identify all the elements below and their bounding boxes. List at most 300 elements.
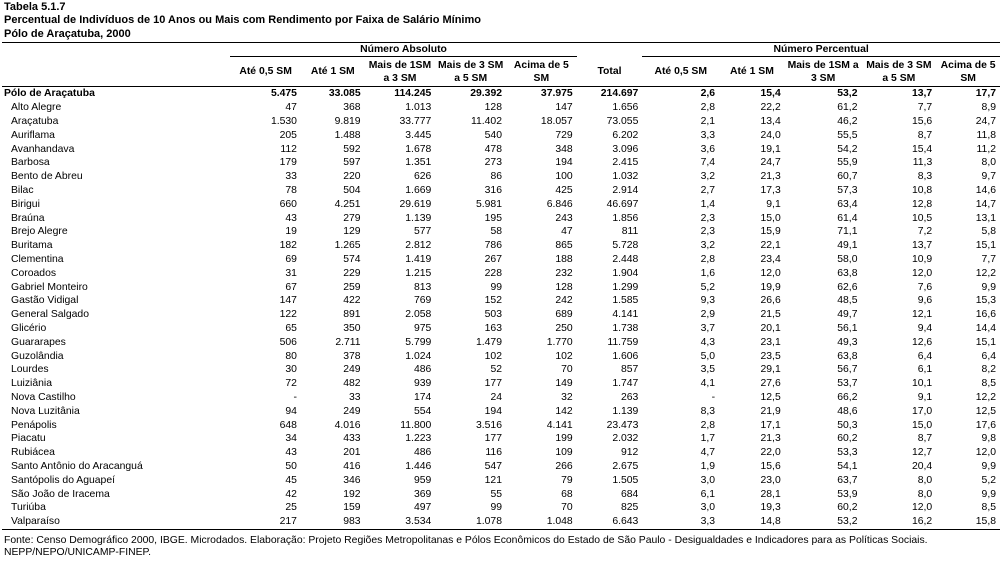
cell: 149	[555, 378, 573, 390]
cell: 3.096	[612, 143, 639, 155]
cell: 416	[343, 460, 361, 472]
cell: 3,5	[700, 364, 716, 376]
cell: 20,4	[911, 460, 933, 472]
cell: 66,2	[837, 391, 858, 403]
cell: 19	[285, 226, 297, 238]
cell: 684	[621, 488, 639, 500]
cell: 626	[413, 171, 432, 183]
table-title: Percentual de Indivíduos de 10 Anos ou Mais com Rendimento por Faixa de Salário Mínimo	[4, 14, 481, 26]
row-name: Bento de Abreu	[11, 171, 83, 183]
cell: 29.619	[399, 198, 432, 210]
cell: 232	[555, 267, 573, 279]
cell: 86	[490, 171, 502, 183]
cell: 1.223	[405, 433, 432, 445]
cell: 5,8	[981, 226, 996, 238]
cell: 983	[301, 515, 365, 529]
cell: 15,1	[975, 336, 996, 348]
cell: 497	[413, 502, 432, 514]
cell: 102	[484, 350, 502, 362]
cell: 1.078	[435, 515, 506, 529]
cell: 3,3	[700, 129, 716, 141]
group-header-absolute: Número Absoluto	[230, 43, 576, 57]
cell: 53,7	[837, 378, 858, 390]
cell: 62,6	[837, 281, 858, 293]
cell: 67	[285, 281, 297, 293]
cell: 18.057	[540, 115, 573, 127]
cell: 49,7	[837, 309, 858, 321]
cell: 17,7	[975, 88, 996, 100]
cell: 8,0	[917, 474, 933, 486]
cell: 26,6	[760, 295, 781, 307]
cell: 194	[555, 157, 573, 169]
cell: 60,2	[837, 433, 858, 445]
table-number: Tabela 5.1.7	[4, 1, 66, 13]
cell: 5.799	[405, 336, 432, 348]
cell: 2,8	[700, 253, 716, 265]
cell: 4.141	[546, 419, 573, 431]
cell: 22,0	[760, 447, 781, 459]
cell: 12,5	[760, 391, 781, 403]
cell: 547	[484, 460, 502, 472]
cell: 53,2	[785, 515, 862, 529]
cell: 12,7	[911, 447, 933, 459]
row-name: Penápolis	[11, 419, 57, 431]
table-row	[2, 377, 1000, 391]
cell: 503	[484, 309, 502, 321]
row-name: Valparaíso	[2, 515, 230, 529]
cell: 99	[490, 502, 502, 514]
cell: 15,1	[975, 240, 996, 252]
row-name: Birigui	[11, 198, 40, 210]
cell: 243	[555, 212, 573, 224]
column-header: Mais de 3 SM a 5 SM	[861, 57, 936, 87]
cell: 13,1	[975, 212, 996, 224]
table-row	[2, 170, 1000, 184]
cell: 21,9	[760, 405, 781, 417]
cell: 9,9	[981, 281, 996, 293]
cell: 1.419	[405, 253, 432, 265]
cell: 2,8	[700, 419, 716, 431]
cell: 220	[343, 171, 361, 183]
cell: 22,2	[760, 102, 781, 114]
cell: 504	[343, 184, 361, 196]
cell: 12,5	[975, 405, 996, 417]
cell: 99	[490, 281, 502, 293]
cell: 8,5	[981, 502, 996, 514]
cell: 15,4	[760, 88, 781, 100]
cell: 159	[343, 502, 361, 514]
table-row	[2, 418, 1000, 432]
cell: 3,3	[642, 515, 719, 529]
cell: 15,0	[760, 212, 781, 224]
cell: 152	[484, 295, 502, 307]
cell: 425	[555, 184, 573, 196]
cell: 46.697	[606, 198, 639, 210]
cell: 8,2	[981, 364, 996, 376]
table-row	[2, 184, 1000, 198]
cell: 2.032	[612, 433, 639, 445]
cell: 12,2	[975, 267, 996, 279]
cell: 369	[413, 488, 432, 500]
cell: 70	[561, 364, 573, 376]
cell: 11.402	[470, 115, 502, 127]
cell: 1.856	[612, 212, 639, 224]
cell: 63,8	[837, 267, 858, 279]
cell: 811	[621, 226, 639, 238]
cell: 8,0	[981, 157, 996, 169]
cell: 19,3	[760, 502, 781, 514]
cell: 33	[285, 171, 297, 183]
cell: 378	[343, 350, 361, 362]
cell: 27,6	[760, 378, 781, 390]
cell: 80	[285, 350, 297, 362]
cell: 12,1	[911, 309, 933, 321]
cell: 58,0	[837, 253, 858, 265]
cell: 50,3	[837, 419, 858, 431]
cell: 201	[343, 447, 361, 459]
cell: 1.669	[405, 184, 432, 196]
source-line-1: Fonte: Censo Demográfico 2000, IBGE. Microdados. Elaboração: Projeto Regiões Metropolitanas e Pólos Econômicos do Estado de São Paulo - Desigualdades e Indicadores para as Políticas Sociais.	[4, 535, 928, 546]
column-header: Até 1 SM	[301, 57, 365, 87]
cell: 249	[343, 405, 361, 417]
cell: 2,8	[700, 102, 716, 114]
cell: 205	[279, 129, 297, 141]
cell: 346	[343, 474, 361, 486]
cell: 55,9	[837, 157, 858, 169]
cell: 53,2	[837, 88, 858, 100]
cell: 660	[279, 198, 297, 210]
row-name: Rubiácea	[11, 447, 55, 459]
cell: 825	[621, 502, 639, 514]
cell: 1,6	[700, 267, 716, 279]
cell: 53,3	[837, 447, 858, 459]
cell: 8,5	[981, 378, 996, 390]
cell: 486	[413, 364, 432, 376]
cell: 689	[555, 309, 573, 321]
cell: 8,0	[917, 488, 933, 500]
cell: 7,7	[917, 102, 933, 114]
cell: 5,2	[700, 281, 716, 293]
cell: 71,1	[837, 226, 858, 238]
cell: 857	[621, 364, 639, 376]
cell: 3,6	[700, 143, 716, 155]
cell: 5,0	[700, 350, 716, 362]
cell: 63,7	[837, 474, 858, 486]
table-row	[2, 294, 1000, 308]
cell: 177	[484, 433, 502, 445]
cell: 540	[484, 129, 502, 141]
cell: 15,3	[975, 295, 996, 307]
cell: 43	[285, 447, 297, 459]
cell: 188	[555, 253, 573, 265]
cell: 1.024	[405, 350, 432, 362]
cell: 648	[279, 419, 297, 431]
cell: 1,9	[700, 460, 716, 472]
table-row	[2, 391, 1000, 405]
row-name: Avanhandava	[11, 143, 75, 155]
cell: 1.265	[334, 240, 361, 252]
header-blank	[2, 43, 230, 57]
cell: 786	[484, 240, 502, 252]
table-subtitle: Pólo de Araçatuba, 2000	[4, 28, 131, 40]
cell: 19,9	[760, 281, 781, 293]
cell: 1.606	[612, 350, 639, 362]
table-row	[2, 128, 1000, 142]
cell: 23,4	[760, 253, 781, 265]
cell: 865	[555, 240, 573, 252]
table-row	[2, 349, 1000, 363]
cell: 2,6	[700, 88, 716, 100]
cell: 15,9	[760, 226, 781, 238]
cell: 6.846	[546, 198, 573, 210]
cell: 21,3	[760, 171, 781, 183]
cell: 13,7	[911, 88, 933, 100]
cell: 266	[555, 460, 573, 472]
cell: 2,3	[700, 212, 716, 224]
cell: 19,1	[760, 143, 781, 155]
cell: 1,7	[700, 433, 716, 445]
cell: 114.245	[394, 88, 432, 100]
cell: 128	[484, 102, 502, 114]
cell: 2.415	[612, 157, 639, 169]
cell: 368	[343, 102, 361, 114]
row-name: Auriflama	[11, 129, 55, 141]
cell: 61,2	[837, 102, 858, 114]
source-line-2: NEPP/NEPO/UNICAMP-FINEP.	[4, 547, 152, 558]
table-row	[2, 446, 1000, 460]
cell: 54,2	[837, 143, 858, 155]
cell: 112	[280, 143, 297, 155]
cell: 58	[490, 226, 502, 238]
cell: 4,7	[700, 447, 716, 459]
cell: 6.643	[577, 515, 643, 529]
column-header: Mais de 3 SM a 5 SM	[435, 57, 506, 87]
cell: 109	[555, 447, 573, 459]
cell: 577	[413, 226, 432, 238]
cell: 4,1	[700, 378, 716, 390]
cell: 50	[285, 460, 297, 472]
column-header: Até 1 SM	[719, 57, 785, 87]
cell: 70	[561, 502, 573, 514]
cell: 23,0	[760, 474, 781, 486]
cell: 5.475	[270, 88, 297, 100]
cell: 3,0	[700, 502, 716, 514]
cell: 250	[555, 322, 573, 334]
cell: 147	[555, 102, 573, 114]
cell: 129	[343, 226, 361, 238]
cell: 769	[413, 295, 432, 307]
cell: 116	[485, 447, 502, 459]
cell: 975	[413, 322, 432, 334]
cell: 11.800	[400, 419, 432, 431]
cell: 48,6	[837, 405, 858, 417]
group-header-percent: Número Percentual	[642, 43, 1000, 57]
row-name: Barbosa	[11, 157, 50, 169]
cell: 506	[279, 336, 297, 348]
cell: 9,9	[981, 460, 996, 472]
cell: 813	[413, 281, 432, 293]
cell: 1.032	[612, 171, 639, 183]
cell: 33.777	[399, 115, 432, 127]
cell: 6.202	[612, 129, 639, 141]
cell: 267	[484, 253, 502, 265]
cell: 48,5	[837, 295, 858, 307]
cell: 55,5	[837, 129, 858, 141]
cell: 79	[561, 474, 573, 486]
row-name: Pólo de Araçatuba	[4, 88, 95, 100]
cell: 9,9	[981, 488, 996, 500]
cell: 574	[343, 253, 361, 265]
cell: 273	[484, 157, 502, 169]
cell: 195	[484, 212, 502, 224]
column-header: Mais de 1SM a 3 SM	[785, 57, 862, 87]
cell: 33.085	[328, 88, 361, 100]
cell: 30	[285, 364, 297, 376]
cell: 11.759	[607, 336, 639, 348]
cell: 5,2	[981, 474, 996, 486]
cell: 3,2	[700, 171, 716, 183]
cell: 56,1	[837, 322, 858, 334]
row-name: Turiúba	[11, 502, 46, 514]
cell: 10,1	[911, 378, 933, 390]
cell: 10,9	[911, 253, 933, 265]
cell: 729	[555, 129, 573, 141]
table-row	[2, 225, 1000, 239]
table-row	[2, 363, 1000, 377]
cell: 16,2	[861, 515, 936, 529]
cell: 9.819	[334, 115, 361, 127]
cell: 94	[285, 405, 297, 417]
cell: 53,9	[837, 488, 858, 500]
cell: 57,3	[837, 184, 858, 196]
row-name: Nova Castilho	[11, 391, 76, 403]
cell: 128	[555, 281, 573, 293]
cell: 7,4	[700, 157, 716, 169]
cell: 24	[490, 391, 502, 403]
header-name	[2, 57, 230, 87]
cell: 2.711	[335, 336, 361, 348]
cell: 52	[490, 364, 502, 376]
cell: 12,8	[911, 198, 933, 210]
row-name: Guzolândia	[11, 350, 64, 362]
cell: 42	[285, 488, 297, 500]
cell: 1.488	[334, 129, 361, 141]
row-name: Alto Alegre	[11, 102, 62, 114]
cell: 592	[343, 143, 361, 155]
row-name: Luiziânia	[11, 378, 53, 390]
cell: 1.013	[405, 102, 432, 114]
column-header: Total	[577, 57, 643, 87]
cell: 1.048	[506, 515, 577, 529]
cell: 242	[555, 295, 573, 307]
cell: 912	[621, 447, 639, 459]
row-name: Gabriel Monteiro	[11, 281, 88, 293]
cell: 9,1	[766, 198, 781, 210]
row-name: Gastão Vidigal	[11, 295, 79, 307]
cell: 21,5	[760, 309, 781, 321]
cell: 14,4	[975, 322, 996, 334]
cell: 5.981	[475, 198, 502, 210]
cell: 21,3	[760, 433, 781, 445]
table-row	[2, 487, 1000, 501]
cell: 14,7	[975, 198, 996, 210]
cell: 9,3	[700, 295, 716, 307]
row-name: Araçatuba	[11, 115, 59, 127]
cell: 350	[343, 322, 361, 334]
cell: 61,4	[837, 212, 858, 224]
table-row	[2, 115, 1000, 129]
cell: 69	[285, 253, 297, 265]
cell: 14,6	[975, 184, 996, 196]
cell: 1.139	[612, 405, 639, 417]
cell: 32	[561, 391, 573, 403]
cell: 1.738	[612, 322, 639, 334]
cell: 68	[561, 488, 573, 500]
cell: 554	[413, 405, 432, 417]
row-name: General Salgado	[11, 309, 89, 321]
cell: 10,5	[911, 212, 933, 224]
cell: 12,0	[911, 267, 933, 279]
cell: 11,8	[976, 129, 996, 141]
cell: 486	[413, 447, 432, 459]
cell: 4,3	[700, 336, 716, 348]
cell: 46,2	[837, 115, 858, 127]
cell: 1,4	[700, 198, 716, 210]
cell: 3.445	[405, 129, 432, 141]
row-name: Nova Luzitânia	[11, 405, 80, 417]
row-name: Santópolis do Aguapeí	[11, 474, 115, 486]
cell: 316	[484, 184, 502, 196]
cell: 15,6	[760, 460, 781, 472]
cell: 8,3	[917, 171, 933, 183]
cell: 28,1	[760, 488, 781, 500]
cell: 182	[279, 240, 297, 252]
column-header: Até 0,5 SM	[230, 57, 301, 87]
cell: 199	[555, 433, 573, 445]
cell: 229	[343, 267, 361, 279]
table-row	[2, 266, 1000, 280]
table-row	[2, 515, 1000, 529]
income-table	[2, 42, 1000, 530]
column-header: Acima de 5 SM	[506, 57, 577, 87]
cell: 60,7	[837, 171, 858, 183]
cell: 3,0	[700, 474, 716, 486]
cell: 4.016	[334, 419, 361, 431]
cell: 23,5	[760, 350, 781, 362]
cell: 11,2	[976, 143, 996, 155]
cell: 9,7	[981, 171, 996, 183]
source-note	[4, 535, 998, 559]
table-body	[2, 87, 1000, 530]
row-name: Buritama	[11, 240, 53, 252]
cell: 1.139	[405, 212, 432, 224]
table-row	[2, 501, 1000, 515]
cell: 4.251	[334, 198, 361, 210]
cell: 214.697	[600, 88, 639, 100]
cell: 8,7	[917, 129, 933, 141]
cell: 6,1	[700, 488, 716, 500]
table-row	[2, 253, 1000, 267]
cell: 142	[555, 405, 573, 417]
cell: 259	[343, 281, 361, 293]
table-row	[2, 473, 1000, 487]
cell: 13,4	[760, 115, 781, 127]
cell: 47	[561, 226, 573, 238]
cell: 1.678	[405, 143, 432, 155]
row-name: Lourdes	[11, 364, 49, 376]
cell: 15,0	[911, 419, 933, 431]
cell: 1.351	[405, 157, 432, 169]
